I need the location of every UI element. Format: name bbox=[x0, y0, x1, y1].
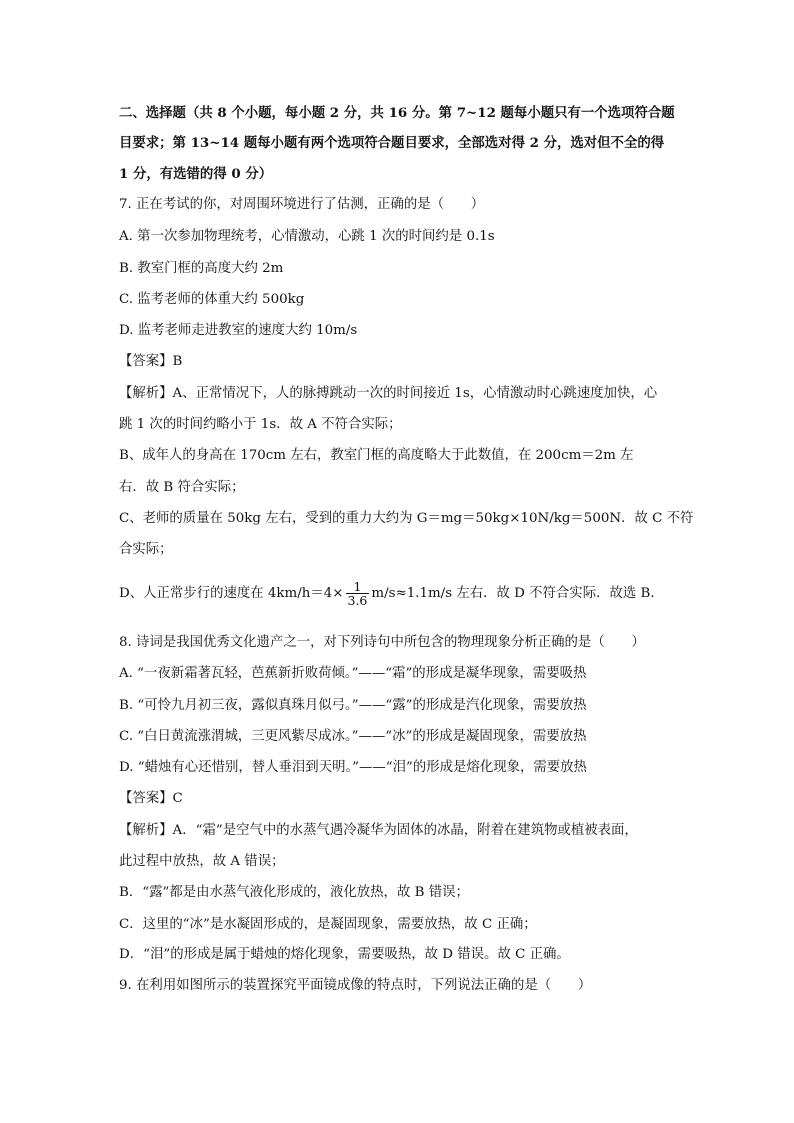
question-stem: 9. 在利用如图所示的装置探究平面镜成像的特点时，下列说法正确的是（ ） bbox=[119, 978, 592, 993]
question-stem: 8. 诗词是我国优秀文化遗产之一，对下列诗句中所包含的物理现象分析正确的是（ ） bbox=[119, 635, 645, 650]
question-stem: 7. 正在考试的你，对周围环境进行了估测，正确的是（ ） bbox=[119, 197, 485, 212]
option-a: A. 第一次参加物理统考，心情激动，心跳 1 次的时间约是 0.1s bbox=[119, 229, 495, 244]
section-title-line-3: 1 分，有选错的得 0 分） bbox=[119, 166, 273, 182]
answer: 【答案】B bbox=[119, 354, 183, 369]
analysis-text: m/s≈1.1m/s 左右．故 D 不符合实际．故选 B． bbox=[371, 586, 664, 601]
fraction-numerator: 1 bbox=[346, 580, 370, 594]
option-b: B. 教室门框的高度大约 2m bbox=[119, 261, 284, 276]
analysis-line: 跳 1 次的时间约略小于 1s．故 A 不符合实际； bbox=[119, 417, 402, 432]
analysis-line: C．这里的“冰”是水凝固形成的，是凝固现象，需要放热，故 C 正确； bbox=[119, 917, 537, 932]
option-c: C. “白日黄流涨渭城，三更风紫尽成冰。”——“冰”的形成是凝固现象，需要放热 bbox=[119, 729, 587, 744]
option-a: A. “一夜新霜著瓦轻，芭蕉新折败荷倾。”——“霜”的形成是凝华现象，需要吸热 bbox=[119, 666, 587, 681]
analysis-line: 此过程中放热，故 A 错误； bbox=[119, 854, 285, 869]
section-title-line-1: 二、选择题（共 8 个小题，每小题 2 分，共 16 分。第 7~12 题每小题只有一个选项符合题 bbox=[119, 105, 675, 121]
fraction bbox=[346, 580, 370, 607]
fraction-denominator: 3.6 bbox=[347, 593, 368, 608]
analysis-line: D．“泪”的形成是属于蜡烛的熔化现象，需要吸热，故 D 错误。故 C 正确。 bbox=[119, 947, 570, 962]
analysis-line: B．“露”都是由水蒸气液化形成的，液化放热，故 B 错误； bbox=[119, 885, 469, 900]
analysis-text: D、人正常步行的速度在 4km/h＝4× bbox=[119, 586, 344, 601]
option-d: D. 监考老师走进教室的速度大约 10m/s bbox=[119, 323, 358, 338]
analysis-line-with-fraction bbox=[119, 580, 664, 607]
option-c: C. 监考老师的体重大约 500kg bbox=[119, 292, 305, 307]
analysis-line: 右．故 B 符合实际； bbox=[119, 480, 245, 495]
analysis-line: C、老师的质量在 50kg 左右，受到的重力大约为 G＝mg＝50kg×10N/kg＝500N．故 C 不符 bbox=[119, 511, 694, 526]
answer: 【答案】C bbox=[119, 791, 183, 806]
analysis-line: 【解析】A．“霜”是空气中的水蒸气遇冷凝华为固体的冰晶，附着在建筑物或植被表面， bbox=[119, 823, 638, 838]
section-title-line-2: 目要求；第 13~14 题每小题有两个选项符合题目要求，全部选对得 2 分，选对但不全的得 bbox=[119, 135, 665, 151]
analysis-line: B、成年人的身高在 170cm 左右，教室门框的高度略大于此数值，在 200cm＝2m 左 bbox=[119, 448, 634, 463]
option-b: B. “可怜九月初三夜，露似真珠月似弓。”——“露”的形成是汽化现象，需要放热 bbox=[119, 698, 587, 713]
option-d: D. “蜡烛有心还惜别，替人垂泪到天明。”——“泪”的形成是熔化现象，需要放热 bbox=[119, 760, 587, 775]
analysis-line: 【解析】A、正常情况下，人的脉搏跳动一次的时间接近 1s，心情激动时心跳速度加快，心 bbox=[119, 386, 658, 401]
analysis-line: 合实际； bbox=[119, 542, 173, 557]
